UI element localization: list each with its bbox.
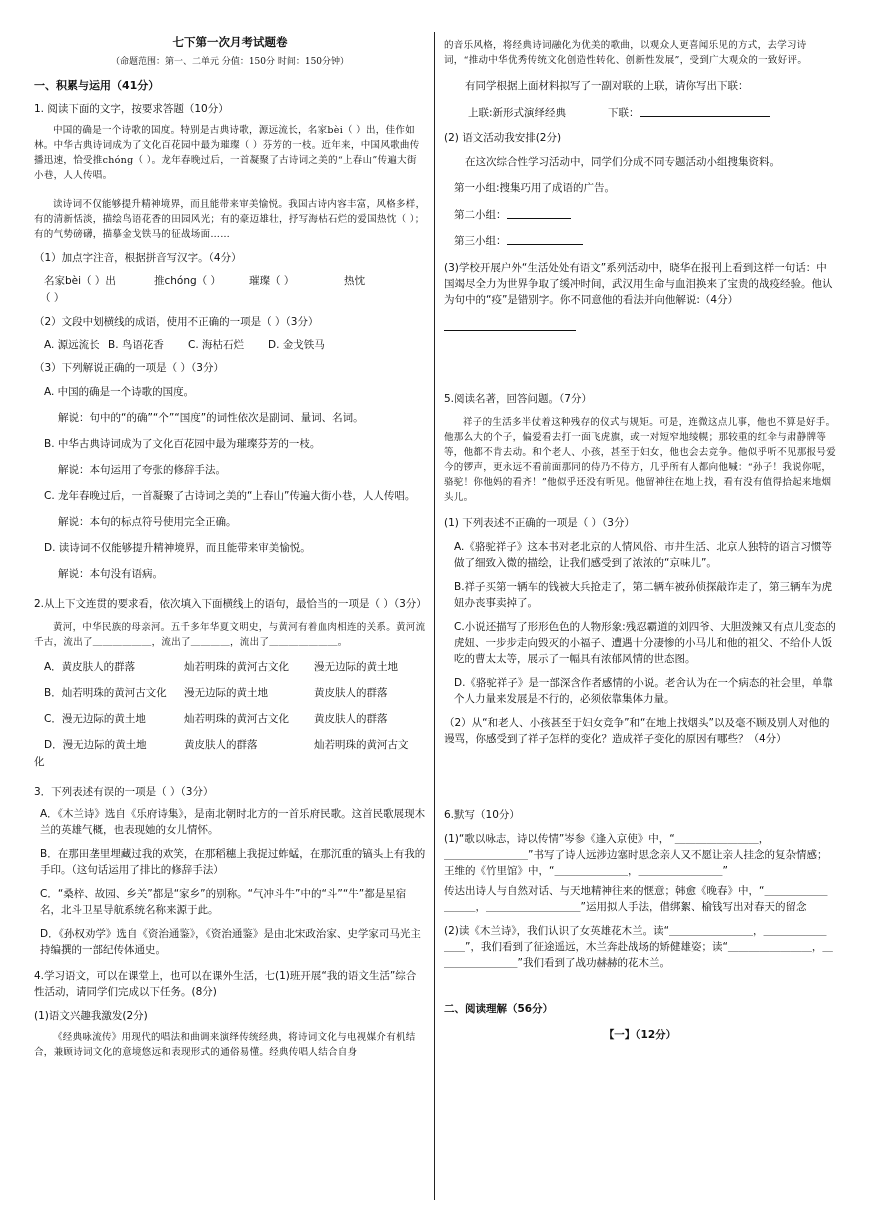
- right-column: [444, 38, 836, 1043]
- question-1-title: 1. 阅读下面的文字，按要求答题（10分）: [34, 103, 229, 115]
- option-a: A．《木兰诗》选自《乐府诗集》，是南北朝时北方的一首乐府民歌。这首民歌展现木兰的英雄气概，也表现她的女儿情怀。: [40, 808, 426, 836]
- question-1-2-options: [34, 336, 426, 354]
- page-title: 七下第一次月考试题卷: [172, 35, 288, 49]
- question-4-2: (2) 语文活动我安排(2分): [444, 132, 562, 144]
- question-5-2: （2）从“和老人、小孩甚至于妇女竞争”和“在地上找烟头”以及毫不顾及别人对他的谩骂，你感受到了祥子怎样的变化？造成祥子变化的原因有哪些？（4分）: [444, 717, 830, 745]
- option-d: D.《骆驼祥子》是一部深含作者感情的小说。老舍认为在一个病态的社会里，单靠个人力量来发展是不行的，必须依靠集体力量。: [454, 677, 833, 705]
- option-c: C.小说还描写了形形色色的人物形象:残忍霸道的刘四爷、大胆泼辣又有点儿变态的虎妞、一步步走向毁灭的小福子、遭遇十分凄惨的小马儿和他的祖父、不给仆人饭吃的曹太太等，展示了一幅具有浓郁风情的世态图。: [454, 621, 836, 665]
- option: D. 金戈铁马: [268, 339, 325, 351]
- couplet-down-label: 下联：: [608, 107, 640, 119]
- pinyin-tail: （ ）: [40, 292, 65, 304]
- option-cell: 灿若明珠的黄河古文: [314, 739, 409, 751]
- option-b-explanation: 解说：本句运用了夸张的修辞手法。: [58, 464, 226, 476]
- question-2-options: [34, 710, 426, 728]
- option-a: A.《骆驼祥子》这本书对老北京的人情风俗、市井生活、北京人独特的语言习惯等做了细致入微的描绘，让我们感受到了浓浓的“京味儿”。: [454, 541, 832, 569]
- left-column: [34, 34, 426, 1060]
- question-6-1b: ＿＿＿＿＿＿＿＿”书写了诗人远涉边塞时思念亲人又不愿让亲人挂念的复杂情感；王维的《竹里馆》中，“＿＿＿＿＿＿＿，＿＿＿＿＿＿＿＿”: [444, 849, 828, 877]
- question-2-passage: 黄河，中华民族的母亲河。五千多年华夏文明史，与黄河有着血肉相连的关系。黄河流千古，流出了＿＿＿＿＿＿，流出了＿＿＿＿，流出了＿＿＿＿＿＿＿。: [34, 622, 426, 648]
- question-6-1a: (1)“歌以咏志，诗以传情”岑参《逢入京使》中，“＿＿＿＿＿＿＿＿，: [444, 833, 770, 845]
- question-3-title: 3．下列表述有误的一项是（ ）（3分）: [34, 786, 214, 798]
- question-1-passage: 中国的确是一个诗歌的国度。特别是古典诗歌，源远流长，名家bèi（ ）出，佳作如林。中华古典诗词成为了文化百花园中最为璀璨（ ）芬芳的一枝。近年来，中国风歌曲传播迅速，恰受推chóng（ ）。龙年春晚过后，一首凝聚了古诗词之美的“上春山”传遍大街小巷，人人传唱。: [34, 125, 420, 181]
- couplet-up: 上联:新形式演绎经典: [468, 107, 567, 119]
- option: C. 海枯石烂: [188, 339, 245, 351]
- question-4-2-intro: 在这次综合性学习活动中，同学们分成不同专题活动小组搜集资料。: [465, 156, 780, 168]
- group-2-row: [444, 206, 836, 224]
- answer-blank[interactable]: [507, 206, 571, 219]
- option-cell: A．黄皮肤人的群落: [44, 661, 136, 673]
- option-d-explanation: 解说：本句没有语病。: [58, 568, 163, 580]
- option-a: A. 中国的确是一个诗歌的国度。: [44, 386, 195, 398]
- question-2-options: [34, 684, 426, 702]
- question-4-3: (3)学校开展户外“生活处处有语文”系列活动中，晓华在报刊上看到这样一句话：中国竭尽全力为世界争取了缓冲时间，武汉用生命与血泪换来了宝贵的战疫经验。他认为句中的“疫”是错别字。你不同意他的看法并向他解说:（4分）: [444, 262, 833, 306]
- pinyin-item: 璀璨（ ）: [249, 275, 295, 287]
- option-cell: 黄皮肤人的群落: [184, 739, 258, 751]
- pinyin-item: 热忱: [344, 275, 365, 287]
- question-4-1-passage-cont: 的音乐风格，将经典诗词融化为优美的歌曲，以观众人更喜闻乐见的方式，去学习诗词，“推动中华优秀传统文化创造性转化、创新性发展”，受到广大观众的一致好评。: [444, 40, 808, 66]
- section-heading: 二、阅读理解（56分）: [444, 1003, 554, 1015]
- option: B. 鸟语花香: [108, 339, 164, 351]
- part-heading: 【一】（12分）: [603, 1029, 677, 1041]
- question-2-title: 2.从上下文连贯的要求看，依次填入下面横线上的语句，最恰当的一项是（ ）（3分）: [34, 598, 427, 610]
- answer-blank[interactable]: [640, 104, 770, 117]
- option-cell: 黄皮肤人的群落: [314, 713, 388, 725]
- option-tail: 化: [34, 756, 45, 768]
- option-cell: 黄皮肤人的群落: [314, 687, 388, 699]
- question-4-title: 4.学习语文，可以在课堂上，也可以在课外生活，七(1)班开展“我的语文生活”综合性活动，请同学们完成以下任务。(8分): [34, 970, 417, 998]
- question-1-3: （3）下列解说正确的一项是（ ）（3分）: [34, 362, 224, 374]
- exam-info: （命题范围：第一、二单元 分值：150分 时间：150分钟）: [110, 57, 350, 67]
- question-6-2: (2)读《木兰诗》，我们认识了女英雄花木兰。读“＿＿＿＿＿＿＿＿，＿＿＿＿＿＿＿＿”，我们看到了征途遥远，木兰奔赴战场的矫健雄姿；读“＿＿＿＿＿＿＿＿，＿＿＿＿＿＿＿＿”我们看到了战功赫赫的花木兰。: [444, 925, 833, 969]
- option-cell: B．灿若明珠的黄河古文化: [44, 687, 167, 699]
- question-6-1c: 传达出诗人与自然对话、与天地精神往来的惬意；韩愈《晚春》中，“＿＿＿＿＿＿＿＿＿，＿＿＿＿＿＿＿＿＿”运用拟人手法，借绑絮、榆钱写出对春天的留念: [444, 885, 828, 913]
- pinyin-item: 名家bèi（ ）出: [44, 275, 116, 287]
- option-c-explanation: 解说：本句的标点符号使用完全正确。: [58, 516, 237, 528]
- option-c: C．“桑梓、故园、乡关”都是“家乡”的别称。“气冲斗牛”中的“斗”“牛”都是星宿名，北斗卫星导航系统名称来源于此。: [40, 888, 407, 916]
- question-2-options: [34, 736, 426, 754]
- group-3-row: [444, 232, 836, 250]
- column-divider: [434, 32, 435, 1200]
- option-b: B. 中华古典诗词成为了文化百花园中最为璀璨芬芳的一枝。: [44, 438, 321, 450]
- group-3: 第三小组：: [454, 235, 507, 247]
- option-cell: C．漫无边际的黄土地: [44, 713, 146, 725]
- pinyin-item: 推chóng（ ）: [154, 275, 222, 287]
- option-d: D. 读诗词不仅能够提升精神境界，而且能带来审美愉悦。: [44, 542, 311, 554]
- section-heading: 一、积累与运用（41分）: [34, 79, 160, 92]
- option-cell: 灿若明珠的黄河古文化: [184, 661, 289, 673]
- option-cell: D．漫无边际的黄土地: [44, 739, 147, 751]
- option-b: B．在那田垄里埋藏过我的欢笑，在那稻穗上我捉过蚱蜢，在那沉重的镐头上有我的手印。（这句话运用了排比的修辞手法）: [40, 848, 426, 876]
- question-1-1: （1）加点字注音，根据拼音写汉字。（4分）: [34, 252, 242, 264]
- group-1: 第一小组:搜集巧用了成语的广告。: [454, 182, 616, 194]
- option-c: C. 龙年春晚过后，一首凝聚了古诗词之美的“上春山”传遍大街小巷，人人传唱。: [44, 490, 416, 502]
- option-cell: 灿若明珠的黄河古文化: [184, 713, 289, 725]
- couplet-row: [444, 104, 836, 122]
- question-1-2: （2）文段中划横线的成语，使用不正确的一项是（ ）（3分）: [34, 316, 319, 328]
- option-cell: 漫无边际的黄土地: [184, 687, 268, 699]
- answer-blank[interactable]: [444, 318, 576, 331]
- question-6-title: 6.默写（10分）: [444, 809, 520, 821]
- pinyin-items: [34, 272, 426, 290]
- option-cell: 漫无边际的黄土地: [314, 661, 398, 673]
- question-2-options: [34, 658, 426, 676]
- question-5-title: 5.阅读名著，回答问题。（7分）: [444, 393, 592, 405]
- question-1-passage-2: 读诗词不仅能够提升精神境界，而且能带来审美愉悦。我国古诗内容丰富，风格多样，有的清新恬淡，描绘鸟语花香的田园风光；有的豪迈雄壮，抒写海枯石烂的爱国热忱（ ）；有的气势磅礴，描摹金戈铁马的征战场面……: [34, 199, 426, 240]
- question-5-1: (1) 下列表述不正确的一项是（ ）（3分）: [444, 517, 635, 529]
- group-2: 第二小组：: [454, 209, 507, 221]
- option-b: B.祥子买第一辆车的钱被大兵抢走了，第二辆车被孙侦探敲诈走了，第三辆车为虎妞办丧事卖掉了。: [454, 581, 833, 609]
- option: A. 源远流长: [44, 339, 100, 351]
- answer-blank[interactable]: [507, 232, 583, 245]
- option-d: D．《孙权劝学》选自《资治通鉴》，《资治通鉴》是由北宋政治家、史学家司马光主持编撰的一部纪传体通史。: [40, 928, 421, 956]
- option-a-explanation: 解说：句中的“的确”“个”“国度”的词性依次是副词、量词、名词。: [58, 412, 364, 424]
- couplet-intro: 有同学根据上面材料拟写了一副对联的上联，请你写出下联：: [465, 80, 749, 92]
- question-5-passage: 祥子的生活多半仗着这种残存的仪式与规矩。可是，连微这点儿事，他也不算是好手。他那么大的个子，偏爱看去打一面飞虎旗，或一对短窄地绫幌；那较重的红伞与肃静牌等等，他都不肯去动。和个老人、小孩，甚至于妇女，他也会去竞争。他似乎听不见那报号爱今的锣声，更永远不看前面那同的侍乃不侍方，几乎所有人都向他喊：“孙子！我说你呢，骆驼！你他妈的看齐！”他似乎还没有听见。他留神往在地上找，看有没有值得拾起来地烟头儿。: [444, 417, 837, 503]
- question-4-1-passage: 《经典咏流传》用现代的唱法和曲调来演绎传统经典，将诗词文化与电视媒介有机结合，兼顾诗词文化的意境悠远和表现形式的通俗易懂。经典传唱人结合自身: [34, 1032, 416, 1058]
- question-4-1: (1)语文兴趣我激发(2分): [34, 1010, 148, 1022]
